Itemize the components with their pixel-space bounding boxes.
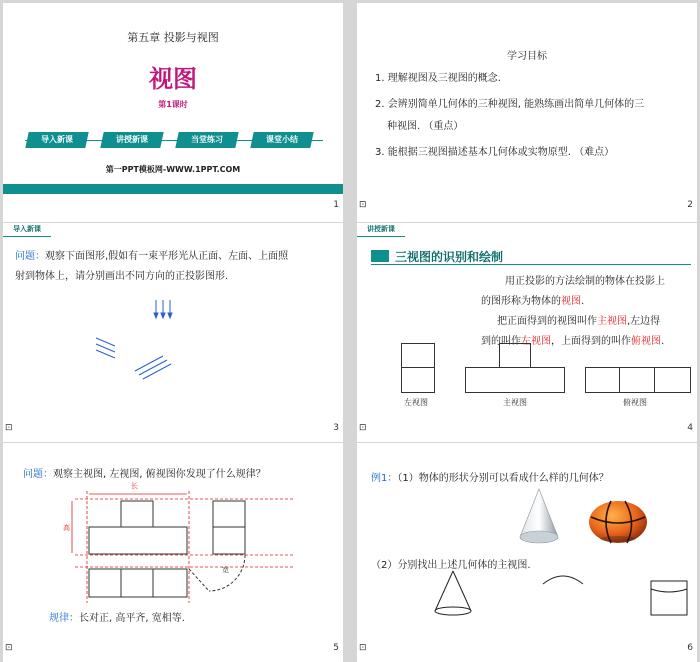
slide-5[interactable] (3, 443, 343, 662)
def-line-4: 到的叫作左视图，上面得到的叫作俯视图. (481, 336, 665, 347)
nav-summary-button[interactable]: 课堂小结 (250, 132, 313, 148)
bottom-bar (3, 184, 343, 194)
slide-3[interactable] (3, 223, 343, 442)
question-line: 问题：观察主视图, 左视图, 俯视图你发现了什么规律？ (23, 469, 266, 480)
cone-option-left (435, 571, 453, 611)
top-view-divider-2 (654, 367, 655, 393)
top-view-shape (585, 367, 691, 393)
slide-1[interactable] (3, 3, 343, 222)
lesson-label: 第1课时 (158, 100, 188, 109)
three-view-diagram (3, 443, 343, 662)
question-label: 问题： (23, 469, 53, 480)
goal-1: 1. 理解视图及三视图的概念. (375, 73, 501, 84)
goal-2-cont: 种视图. （重点） (387, 121, 464, 132)
front-view-base (465, 367, 565, 393)
question-line-1: 问题：观察下面图形,假如有一束平形光从正面、左面、上面照 (15, 251, 289, 262)
example-label: 例1： (371, 473, 398, 484)
arc-option (543, 576, 583, 584)
top-view-divider-1 (619, 367, 620, 393)
rule-label: 规律： (49, 613, 79, 624)
comment-icon[interactable]: ⊡ (5, 643, 13, 653)
comment-icon[interactable]: ⊡ (5, 423, 13, 433)
cone-option-right (453, 571, 471, 611)
slide-1-footer (3, 200, 343, 213)
comment-icon[interactable]: ⊡ (359, 423, 367, 433)
slide-title: 视图 (149, 65, 197, 93)
section-heading: 三视图的识别和绘制 (395, 250, 504, 264)
nav-intro-button[interactable]: 导入新课 (25, 132, 88, 148)
question-line-2: 射到物体上，请分别画出不同方向的正投影图形. (15, 271, 229, 282)
slide-4[interactable] (357, 223, 697, 442)
slide-6[interactable] (357, 443, 697, 662)
section-tag: 讲授新课 (357, 223, 405, 237)
top-view-label: 俯视图 (623, 398, 647, 407)
slide-3-footer (3, 423, 343, 436)
def-line-2: 的图形称为物体的视图. (481, 296, 585, 307)
def-line-3: 把正面得到的视图叫作主视图,左边得 (497, 316, 661, 327)
slide-number: 4 (687, 423, 693, 433)
answer-options (357, 443, 697, 662)
slide-2-footer (357, 200, 697, 213)
example-question-2: （2）分别找出上述几何体的主视图. (371, 560, 531, 571)
left-view-shape (401, 343, 435, 393)
box-option (651, 581, 687, 615)
nav-practice-button[interactable]: 当堂练习 (175, 132, 238, 148)
slide-4-footer (357, 423, 697, 436)
rule-line: 规律：长对正, 高平齐, 宽相等. (49, 613, 185, 624)
goal-2: 2. 会辨别简单几何体的三种视图, 能熟练画出简单几何体的三 (375, 99, 645, 110)
slide-number: 3 (333, 423, 339, 433)
slide-number: 2 (687, 200, 693, 210)
goal-3: 3. 能根据三视图描述基本几何体或实物原型. （难点） (375, 147, 615, 158)
height-label: 高 (63, 524, 70, 532)
left-view-divider (401, 367, 435, 368)
goals-heading: 学习目标 (507, 51, 547, 62)
section-icon (371, 250, 389, 262)
comment-icon[interactable]: ⊡ (359, 643, 367, 653)
front-view-label: 主视图 (503, 398, 527, 407)
length-label: 长 (131, 482, 138, 490)
section-tag: 导入新课 (3, 223, 51, 237)
slide-number: 6 (687, 643, 693, 653)
cone-option-base (435, 607, 471, 615)
heading-underline (371, 264, 691, 265)
example-question-1: 例1：（1）物体的形状分别可以看成什么样的几何体？ (371, 473, 609, 484)
slide-number: 1 (333, 200, 339, 210)
comment-icon[interactable]: ⊡ (359, 200, 367, 210)
slide-5-footer (3, 643, 343, 656)
front-view-top (499, 343, 531, 367)
slide-6-footer (357, 643, 697, 656)
chapter-title: 第五章 投影与视图 (127, 31, 219, 44)
slide-number: 5 (333, 643, 339, 653)
slide-2[interactable] (357, 3, 697, 222)
site-label: 第一PPT模板网-WWW.1PPT.COM (105, 165, 241, 174)
def-line-1: 用正投影的方法绘制的物体在投影上 (505, 276, 665, 287)
question-label: 问题： (15, 251, 45, 262)
width-label: 宽 (222, 566, 229, 574)
nav-teach-button[interactable]: 讲授新课 (100, 132, 163, 148)
left-view-label: 左视图 (404, 398, 428, 407)
light-rays-diagram (3, 223, 343, 442)
